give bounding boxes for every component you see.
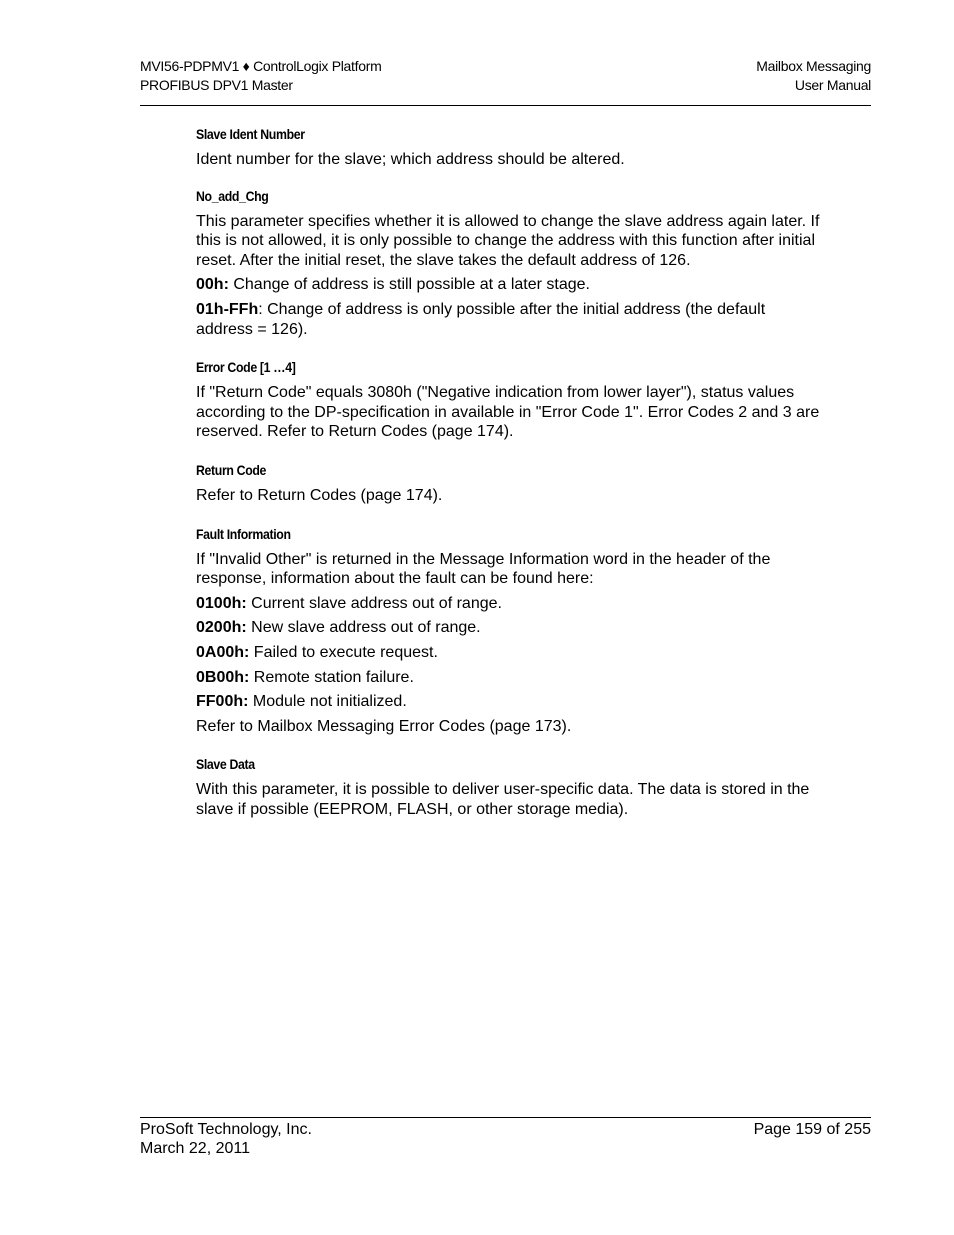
footer-left: [140, 1120, 312, 1158]
value-code: FF00h:: [196, 693, 249, 711]
value-item: [196, 692, 826, 712]
value-desc: Failed to execute request.: [249, 643, 438, 661]
section-return-code: [196, 461, 826, 506]
section-fault-info: [196, 525, 826, 737]
section-heading: Error Code [1 …4]: [196, 359, 296, 376]
value-item: [196, 643, 826, 663]
value-item: [196, 594, 826, 614]
section-slave-ident: [196, 125, 826, 170]
footer-company: ProSoft Technology, Inc.: [140, 1121, 312, 1138]
value-item: [196, 618, 826, 638]
value-desc: New slave address out of range.: [246, 619, 481, 637]
section-refer: Refer to Mailbox Messaging Error Codes (page 173).: [196, 717, 572, 735]
header-left: [140, 57, 381, 95]
header-chapter: Mailbox Messaging: [756, 58, 871, 74]
section-heading: Return Code: [196, 461, 267, 478]
section-slave-data: [196, 755, 826, 819]
page-header: [140, 57, 871, 106]
footer-right: [754, 1120, 871, 1139]
header-manual: User Manual: [794, 77, 871, 93]
section-error-code: [196, 358, 826, 442]
section-text: If "Invalid Other" is returned in the Message Information word in the header of the response, information about the fault can be found here:: [196, 550, 771, 588]
value-desc: Module not initialized.: [248, 693, 407, 711]
value-code: 0A00h:: [196, 643, 250, 661]
value-desc: : Change of address is only possible after the initial address (the default address = 126).: [196, 300, 766, 338]
footer-date: March 22, 2011: [140, 1140, 250, 1157]
value-code: 0B00h:: [196, 668, 250, 686]
value-item: [196, 668, 826, 688]
section-text: If "Return Code" equals 3080h ("Negative indication from lower layer"), status values according to the DP-specification in available in "Error Code 1". Error Codes 2 and 3 are reserved. Refer to Return Codes (page 174).: [196, 384, 820, 441]
section-heading: Slave Ident Number: [196, 126, 305, 142]
value-desc: Current slave address out of range.: [246, 594, 502, 612]
value-code: 01h-FFh: [196, 300, 259, 318]
section-text: This parameter specifies whether it is allowed to change the slave address again later. If this is not allowed, it is only possible to change the address with this function after initial reset. After the initial reset, the slave takes the default address of 126.: [196, 212, 820, 269]
section-heading: Fault Information: [196, 525, 291, 542]
value-code: 0100h:: [196, 594, 247, 612]
page-footer: [140, 1117, 871, 1157]
value-item: [196, 300, 826, 339]
header-product: MVI56-PDPMV1 ♦ ControlLogix Platform: [140, 58, 382, 74]
section-text: Ident number for the slave; which address should be altered.: [196, 151, 625, 168]
page-content: [196, 125, 826, 838]
value-code: 00h:: [196, 276, 229, 294]
section-text: Refer to Return Codes (page 174).: [196, 486, 443, 504]
section-no-add-chg: [196, 187, 826, 340]
header-right: [756, 57, 871, 95]
value-desc: Change of address is still possible at a later stage.: [228, 276, 590, 294]
section-heading: No_add_Chg: [196, 187, 269, 204]
page-number: Page 159 of 255: [753, 1121, 871, 1138]
value-code: 0200h:: [196, 619, 247, 637]
section-heading: Slave Data: [196, 756, 255, 773]
header-subtitle: PROFIBUS DPV1 Master: [140, 77, 293, 93]
value-desc: Remote station failure.: [249, 668, 414, 686]
value-item: [196, 275, 826, 295]
section-text: With this parameter, it is possible to deliver user-specific data. The data is stored in the slave if possible (EEPROM, FLASH, or other storage media).: [196, 781, 810, 818]
